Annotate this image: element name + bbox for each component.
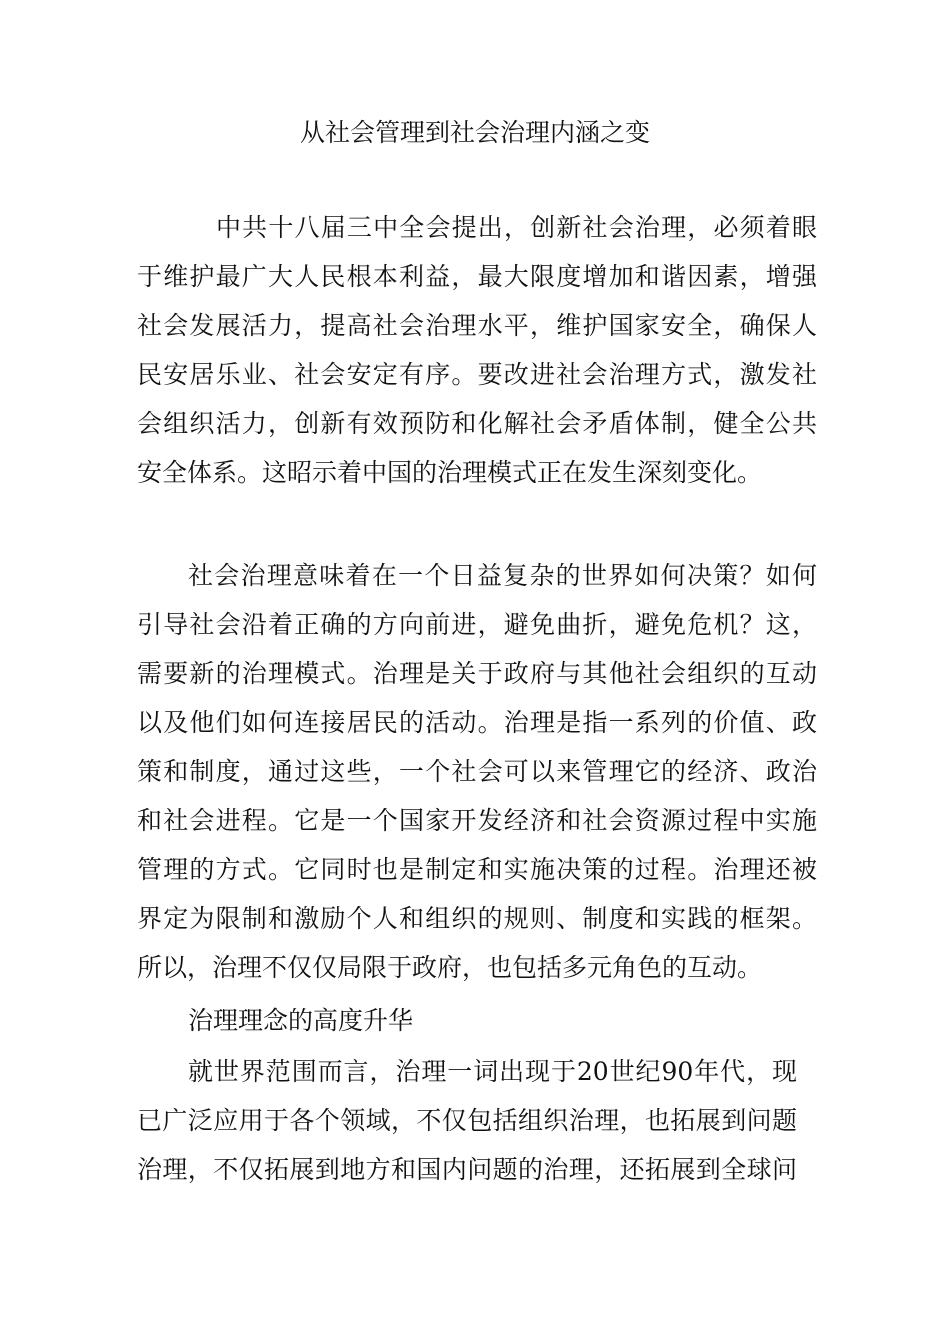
section-heading: 治理理念的高度升华 xyxy=(188,1006,414,1035)
paragraph-3-line-3: 治理，不仅拓展到地方和国内问题的治理，还拓展到全球问 xyxy=(137,1155,797,1184)
paragraph-3-line-2: 已广泛应用于各个领域，不仅包括组织治理，也拓展到问题 xyxy=(137,1106,797,1135)
paragraph-1-line-2: 于维护最广大人民根本利益，最大限度增加和谐因素，增强 xyxy=(137,262,817,291)
document-title: 从社会管理到社会治理内涵之变 xyxy=(299,118,650,147)
paragraph-1-line-3: 社会发展活力，提高社会治理水平，维护国家安全，确保人 xyxy=(137,311,817,340)
paragraph-1-line-5: 会组织活力，创新有效预防和化解社会矛盾体制，健全公共 xyxy=(137,409,817,438)
paragraph-2-line-8: 界定为限制和激励个人和组织的规则、制度和实践的框架。 xyxy=(137,904,817,933)
paragraph-2-line-7: 管理的方式。它同时也是制定和实施决策的过程。治理还被 xyxy=(137,855,817,884)
paragraph-2-line-6: 和社会进程。它是一个国家开发经济和社会资源过程中实施 xyxy=(137,806,817,835)
paragraph-1-line-1: 中共十八届三中全会提出，创新社会治理，必须着眼 xyxy=(216,213,817,242)
paragraph-2-line-3: 需要新的治理模式。治理是关于政府与其他社会组织的互动 xyxy=(137,659,817,688)
paragraph-2-line-5: 策和制度，通过这些，一个社会可以来管理它的经济、政治 xyxy=(137,757,817,786)
paragraph-1-line-6: 安全体系。这昭示着中国的治理模式正在发生深刻变化。 xyxy=(137,458,763,487)
paragraph-3-line-1: 就世界范围而言，治理一词出现于20世纪90年代，现 xyxy=(188,1057,797,1086)
paragraph-2-line-1: 社会治理意味着在一个日益复杂的世界如何决策？如何 xyxy=(188,561,817,590)
paragraph-2-line-9: 所以，治理不仅仅局限于政府，也包括多元角色的互动。 xyxy=(137,953,763,982)
paragraph-2-line-2: 引导社会沿着正确的方向前进，避免曲折，避免危机？这， xyxy=(137,610,817,639)
paragraph-1-line-4: 民安居乐业、社会安定有序。要改进社会治理方式，激发社 xyxy=(137,360,817,389)
paragraph-2-line-4: 以及他们如何连接居民的活动。治理是指一系列的价值、政 xyxy=(137,708,817,737)
